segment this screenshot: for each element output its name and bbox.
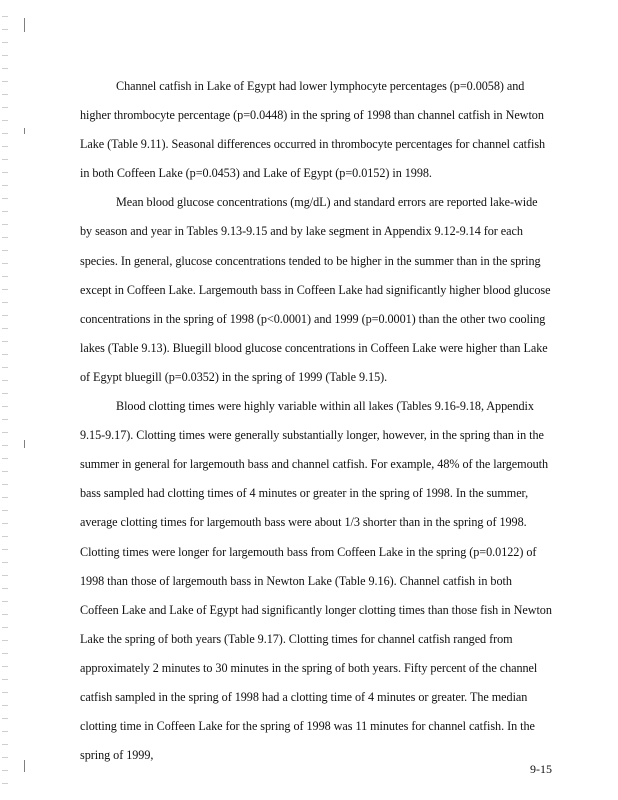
body-text bbox=[80, 72, 552, 770]
scan-artifact-tick bbox=[24, 128, 25, 134]
paragraph-blood-glucose: Mean blood glucose concentrations (mg/dL) and standard errors are reported lake-wide by season and year in Tables 9.13-9.15 and by lake segment in Appendix 9.12-9.14 for each species. In general, glucose concentrations tended to be higher in the summer than in the spring except in Coffeen Lake. Largemouth bass in Coffeen Lake had significantly higher blood glucose concentrations in the spring of 1998 (p<0.0001) and 1999 (p=0.0001) than the other two cooling lakes (Table 9.13). Bluegill blood glucose concentrations in Coffeen Lake were higher than Lake of Egypt bluegill (p=0.0352) in the spring of 1999 (Table 9.15). bbox=[80, 195, 551, 384]
page-number: 9-15 bbox=[530, 762, 552, 776]
scan-artifact-tick bbox=[24, 18, 25, 32]
scan-artifact-edge bbox=[2, 10, 8, 785]
paragraph-clotting-times: Blood clotting times were highly variable within all lakes (Tables 9.16-9.18, Appendix 9.15-9.17). Clotting times were generally substantially longer, however, in the spring than in the summer in general for largemouth bass and channel catfish. For example, 48% of the largemouth bass sampled had clotting times of 4 minutes or greater in the spring of 1998. In the summer, average clotting times for largemouth bass were about 1/3 shorter than in the spring of 1998. Clotting times were longer for largemouth bass from Coffeen Lake in the spring (p=0.0122) of 1998 than those of largemouth bass in Newton Lake (Table 9.16). Channel catfish in both Coffeen Lake and Lake of Egypt had significantly longer clotting times than those fish in Newton Lake the spring of both years (Table 9.17). Clotting times for channel catfish ranged from approximately 2 minutes to 30 minutes in the spring of both years. Fifty percent of the channel catfish sampled in the spring of 1998 had a clotting time of 4 minutes or greater. The median clotting time in Coffeen Lake for the spring of 1998 was 11 minutes for channel catfish. In the spring of 1999, bbox=[80, 399, 552, 763]
paragraph-lymphocyte-thrombocyte: Channel catfish in Lake of Egypt had lower lymphocyte percentages (p=0.0058) and higher thrombocyte percentage (p=0.0448) in the spring of 1998 than channel catfish in Newton Lake (Table 9.11). Seasonal differences occurred in thrombocyte percentages for channel catfish in both Coffeen Lake (p=0.0453) and Lake of Egypt (p=0.0152) in 1998. bbox=[80, 79, 546, 181]
scan-artifact-tick bbox=[24, 760, 25, 772]
scan-artifact-tick bbox=[24, 440, 25, 448]
